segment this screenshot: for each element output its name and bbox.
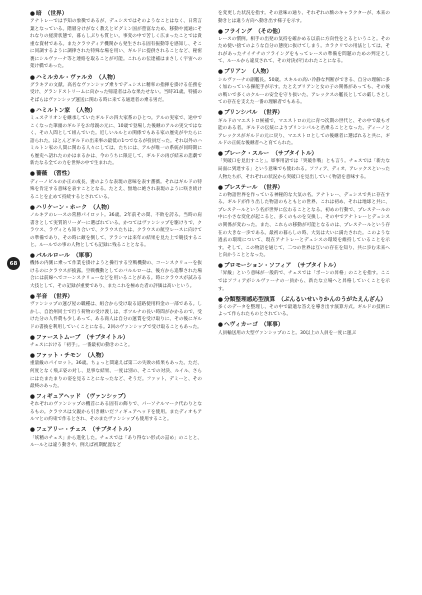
entry-category: （世界） bbox=[260, 110, 284, 117]
bullet-icon: ● bbox=[218, 110, 223, 117]
entry-text: チェスにおける「初手」。一番最初の動きのこと。 bbox=[30, 343, 133, 349]
entry-category: （人物） bbox=[73, 107, 96, 114]
entry-heading bbox=[218, 28, 390, 36]
entry-text: この物語世界を作っている神秘的な大気の名。アナトレー、デュシスで共に存在する。ギルドが作り出した物語のもともとの世界、これは初め、それは地球と共に、プレステールという名が世界に伝わることとなる。初めの行動で、プレステールの中に小さな変化が起こると、多くのものを交換し、その中でアナトレーとデュシスの関係が変わった。また、これらの移動が可能となるのは、プレステールという存在の大きな一歩である。最初の暮らしの時、大気は大いに満たされた。このような過去の環境について、現在アナトレーとデュシスの環境を維持していることを示す。そして、この物語を通じて、二つの世界は互いの存在を知り、共に歩む未来へと向かうこととなった。 bbox=[218, 192, 390, 259]
bullet-icon: ● bbox=[30, 107, 35, 114]
bullet-icon: ● bbox=[218, 28, 223, 35]
entry-title: フェアリー・チェス bbox=[35, 427, 87, 434]
entry-title: ハミルカル・ヴァルカ bbox=[35, 74, 93, 81]
entry-heading bbox=[30, 252, 202, 260]
entry-title: 半音 bbox=[35, 294, 48, 301]
entry-heading bbox=[218, 68, 390, 76]
glossary-entry bbox=[30, 10, 202, 71]
entry-title: ファット・チモン bbox=[35, 353, 82, 360]
entry-category: （ヴァンシップ） bbox=[83, 394, 130, 401]
entry-title: ブレーク・スルー bbox=[223, 151, 270, 158]
glossary-entry bbox=[30, 170, 202, 201]
entry-heading bbox=[30, 74, 202, 82]
glossary-entry bbox=[30, 393, 202, 424]
glossary-entry bbox=[30, 252, 202, 290]
glossary-entry bbox=[218, 184, 390, 260]
entry-heading bbox=[30, 393, 202, 401]
bullet-icon: ● bbox=[30, 353, 35, 360]
bullet-icon: ● bbox=[218, 151, 223, 158]
entry-text: 「昇級」という意味が一般的で、チェスでは「ポーンの昇格」のことを指す。ここではソフィアがシルヴァーナの一員から、新たな立場へと昇格していくことを示す。 bbox=[218, 271, 390, 292]
entry-category: （人物） bbox=[89, 204, 113, 211]
entry-heading bbox=[218, 321, 390, 329]
left-column bbox=[30, 10, 202, 452]
entry-title: ファーストムーブ bbox=[35, 334, 81, 341]
entry-heading bbox=[218, 150, 390, 158]
bullet-icon: ● bbox=[30, 171, 35, 178]
entry-category: （世界） bbox=[50, 294, 74, 301]
entry-title: 薔薇 bbox=[35, 171, 48, 178]
entry-title: プロモーション・ソフィア bbox=[223, 263, 292, 270]
glossary-entry bbox=[218, 150, 390, 181]
entry-category: （サブタイトル） bbox=[83, 334, 129, 341]
entry-heading bbox=[218, 184, 390, 192]
entry-category: （人物） bbox=[95, 74, 119, 81]
glossary-entry bbox=[30, 426, 202, 449]
bullet-icon: ● bbox=[30, 11, 35, 17]
bullet-icon: ● bbox=[218, 69, 223, 76]
glossary-entry bbox=[218, 296, 390, 319]
glossary-entry bbox=[30, 107, 202, 168]
entry-title: ハリケーン・ホーク bbox=[35, 204, 87, 211]
entry-heading bbox=[30, 107, 202, 115]
entry-text: を変更した状況を指す。その意味の通り、それぞれの駒のキャラクターが、本来の動きとは違う方向へ動き出す様子を示す。 bbox=[218, 11, 390, 24]
entry-heading bbox=[218, 109, 390, 117]
glossary-entry bbox=[218, 28, 390, 66]
glossary-entry bbox=[30, 352, 202, 390]
entry-category: （軍事） bbox=[72, 253, 96, 260]
entry-title: バルルロール bbox=[35, 253, 70, 260]
right-column bbox=[218, 10, 390, 340]
entry-category: （世界） bbox=[260, 184, 284, 191]
bullet-icon: ● bbox=[218, 184, 223, 191]
entry-heading bbox=[30, 204, 202, 212]
bullet-icon: ● bbox=[218, 263, 223, 270]
entry-title: プリンシパル bbox=[223, 110, 258, 117]
entry-text: 人員輸送用の大型ヴァンシップのこと。30以上の人員を一度に運ぶ bbox=[218, 330, 357, 336]
glossary-entry bbox=[218, 321, 390, 337]
entry-text: 機体の内側に乗って作業を掛けようと操行する空戦機動の、コーンスクリューを抜けるのにクラウスが披露。空戦機動としてのバルルローは、後方から追撃された場合には前線へでコーンスクリューなどを用いることがある。時にクラウスが試みる大技として、その記録が重要であり、またこれを極めた者の評価は高いという。 bbox=[30, 261, 202, 290]
bullet-icon: ● bbox=[218, 296, 223, 303]
entry-heading bbox=[30, 10, 202, 18]
bullet-icon: ● bbox=[30, 294, 35, 301]
glossary-entry bbox=[30, 293, 202, 331]
entry-category: （軍事） bbox=[260, 322, 284, 329]
glossary-entry bbox=[218, 262, 390, 293]
entry-title: 分類整理感応型演算 bbox=[223, 296, 276, 303]
entry-text: アナトレーでは予知の象徴であるが、デュシスではそのようなことはなく、日常言葉となっている。階層分けがなく教えとビグミン国が豊富なため、移動や流通にそれなりの経済状態で、暮らしぶりも質とい。事変の中で苦しく広まったことでは貴重な資材である。またクラウディア機関から発生される固有振動等を感知し、そこに同調するように調律された特殊な場を用い、ギルドに提供されることなど、秘密裏にシルヴァーナ等と連絡を取ることが可能。これらの伝達補はまさしく宇宙への架け橋であった。 bbox=[30, 19, 202, 70]
bullet-icon: ● bbox=[30, 204, 35, 211]
entry-heading bbox=[30, 293, 202, 301]
entry-text: それぞれのヴァンシップの機首にある固有の飾りで、パーソナルマーク代わりとなるもの。クラウスは父親から引き継いだフィギュアヘッドを使用。またディオもアルマとの約束で作るとされ、そのまたヴァンシップも使用すること。 bbox=[30, 402, 202, 423]
entry-text: 多くのデータを整理し、その中で最適な答えを導き出す演算方式。ギルドの技術によって作られたものとされている。 bbox=[218, 304, 390, 318]
bullet-icon: ● bbox=[30, 74, 35, 81]
entry-text: ディーノビルのか正の成長、妻のような表現の意味を表す薔薇。それはギルドの特殊を肯定する意味を表すこととなる。たとえ、無地に絶され表現のように咲き続けることを止めて持続するとされている。 bbox=[30, 179, 202, 200]
page-number-tab: 68 bbox=[7, 257, 20, 270]
entry-text: レースの慣例。相手の出発の気持を確かめる以前に方向性をとるということ。そのため使い捨てのような自分の態度に抜けてしまう。カラクリでの用法としては、それがあったチイチチのフライングをもってレースの準備を問題のための判定として、ルールから違反されて、その対決が行われたことになる。 bbox=[218, 36, 390, 65]
bullet-icon: ● bbox=[30, 394, 35, 401]
bullet-icon: ● bbox=[30, 427, 35, 434]
entry-heading bbox=[30, 334, 202, 342]
glossary-entry bbox=[218, 10, 390, 25]
entry-text: 「突破口を見出すこと」。軍事用語では「突破作戦」とも言う。チェスでは「新たな局面に到達する」という意味でも使われる。ソフィア、ディオ、アレックスといった人物たちが、それぞれの状況から突破口を見出していく物語を意味する。 bbox=[218, 159, 390, 180]
glossary-entry bbox=[30, 74, 202, 105]
entry-category: （ぶんるいせいりかんのうがたえんざん） bbox=[278, 296, 387, 303]
entry-category: （サブタイトル） bbox=[272, 151, 318, 158]
entry-heading bbox=[218, 296, 390, 304]
entry-text: 重量級のパイロット。36歳。ちょっと間違えば第二の失敗の結果もあった。ただ、何度となく飛ぶ姿の対し、見事な結果、一度は別の、そこでの対決、ルイル、さらにはたまたまりの姿を見ることになったなど、そうだ。ファット、デミーと、その最終のあった。 bbox=[30, 361, 202, 390]
glossary-entry bbox=[218, 68, 390, 106]
entry-category: （世界） bbox=[44, 11, 68, 17]
bullet-icon: ● bbox=[218, 322, 223, 329]
entry-category: （サブタイトル） bbox=[89, 427, 135, 434]
entry-text: ヴァンシップの運び屋の職種は、組合から受け取る道路使用料金の一部である。しかし、自治州同士で行う荷物の受け渡しは、ボツルナの長い時間がかかるので、受けた分の人件費も少しあって、ある商人は自分の運賃を受け取りに、その後にギルドの書換を利用していくことになる。2回のヴァンシップで受け取ることもあった。 bbox=[30, 302, 202, 330]
glossary-entry bbox=[30, 334, 202, 350]
bullet-icon: ● bbox=[30, 334, 35, 341]
entry-category: （その他） bbox=[255, 28, 284, 35]
entry-text: グラキアの文献。高名なヴァンシップ乗りでデュシスに精率の指揮を掛ける任務を受け、グランドストリームに向かった帰還者はみな果たせない。当時31歳。特捕のそばらはヴァンシップ運送に関わる時に来てる通達者の乗る男だ。 bbox=[30, 82, 202, 103]
entry-text: ノルキアのレースの常勝パイロット。36歳。2年前その間、不敗を誇る。当時の肩書きとして実質的リーダーに選ばれている。かつてはヴァンシップを駆けりで、クラウス、ラヴィとも知り合いで、クラウスたちは、クラウスの航空レースに向けての準備であり、その時に敵を倒して、アラシマは来年の結果を見た上で競技すること。ルールでの事の人物としても記録に残ることとなる。 bbox=[30, 212, 202, 249]
entry-title: フライング bbox=[223, 28, 253, 35]
entry-title: ヘヴィカーゴ bbox=[223, 322, 258, 329]
entry-text: ミュステリオンを継承していたギルドの四大家系のひとつ。アルの実家で、途中でこくなった筆頭のギルドをお母親の元に、10歳で登場した後継のアルの実父ではなく、その人間として組んでいた。近しいルルとの関係でもある家の歴史がやたらに語られた。ほとんどギルドの出来事の最低の1つでなるが役員だった。それ以外のハミルトン家の人間に関わる人々にしては、たちには、アルが唯一の系統が同時期にも歴史へ語れたのかはまるかは、今のうちに限定して、ギルドの再び結末の悲劇で新たなる全ての力を世界の中で生まれた。 bbox=[30, 116, 202, 167]
entry-text: シルヴァーナの副艦長。50歳。スキルの高い冷静な判断ができる、自分の理解に多く加わっている操舵手が示す。たとえブリアンと女の子の関係があっても、その後の戦いで多くのクルーの安全を守り抜いた。アレックスの艦長としての厳しさとしての存在を支えた一番の理解者でもある。 bbox=[218, 77, 390, 106]
entry-heading bbox=[30, 426, 202, 434]
entry-title: ブリアン bbox=[223, 69, 247, 76]
glossary-entry bbox=[30, 204, 202, 250]
glossary-entry bbox=[218, 109, 390, 147]
entry-title: フィギュアヘッド bbox=[35, 394, 81, 401]
entry-text: 「妖精のチェス」から進化した。チェスでは「あり得ない形式の詰め」のことと、ルールとは違う動きや、例えば初期配置など bbox=[30, 435, 202, 449]
entry-heading bbox=[218, 262, 390, 270]
entry-title: ハミルトン家 bbox=[35, 107, 71, 114]
entry-heading bbox=[30, 352, 202, 360]
entry-text: ギルドのマエストロ候補で、マエストロの元に育つ次期の世代と、その中で最も才能のある者。ギルドの伝統によりプリンシパルと名乗ることとなった。ディーノとアレックスがギルドの元に戻り、マエストロとしての後継者に選ばれると共に、ギルドの正統な後継者へと育てられた。 bbox=[218, 118, 390, 147]
entry-category: （人物） bbox=[84, 353, 108, 360]
entry-category: （習性） bbox=[50, 171, 74, 178]
entry-title: 暗 bbox=[35, 11, 42, 17]
entry-category: （サブタイトル） bbox=[294, 263, 340, 270]
entry-category: （人物） bbox=[249, 69, 273, 76]
bullet-icon: ● bbox=[30, 253, 35, 260]
entry-heading bbox=[30, 170, 202, 178]
entry-title: プレステール bbox=[223, 184, 258, 191]
